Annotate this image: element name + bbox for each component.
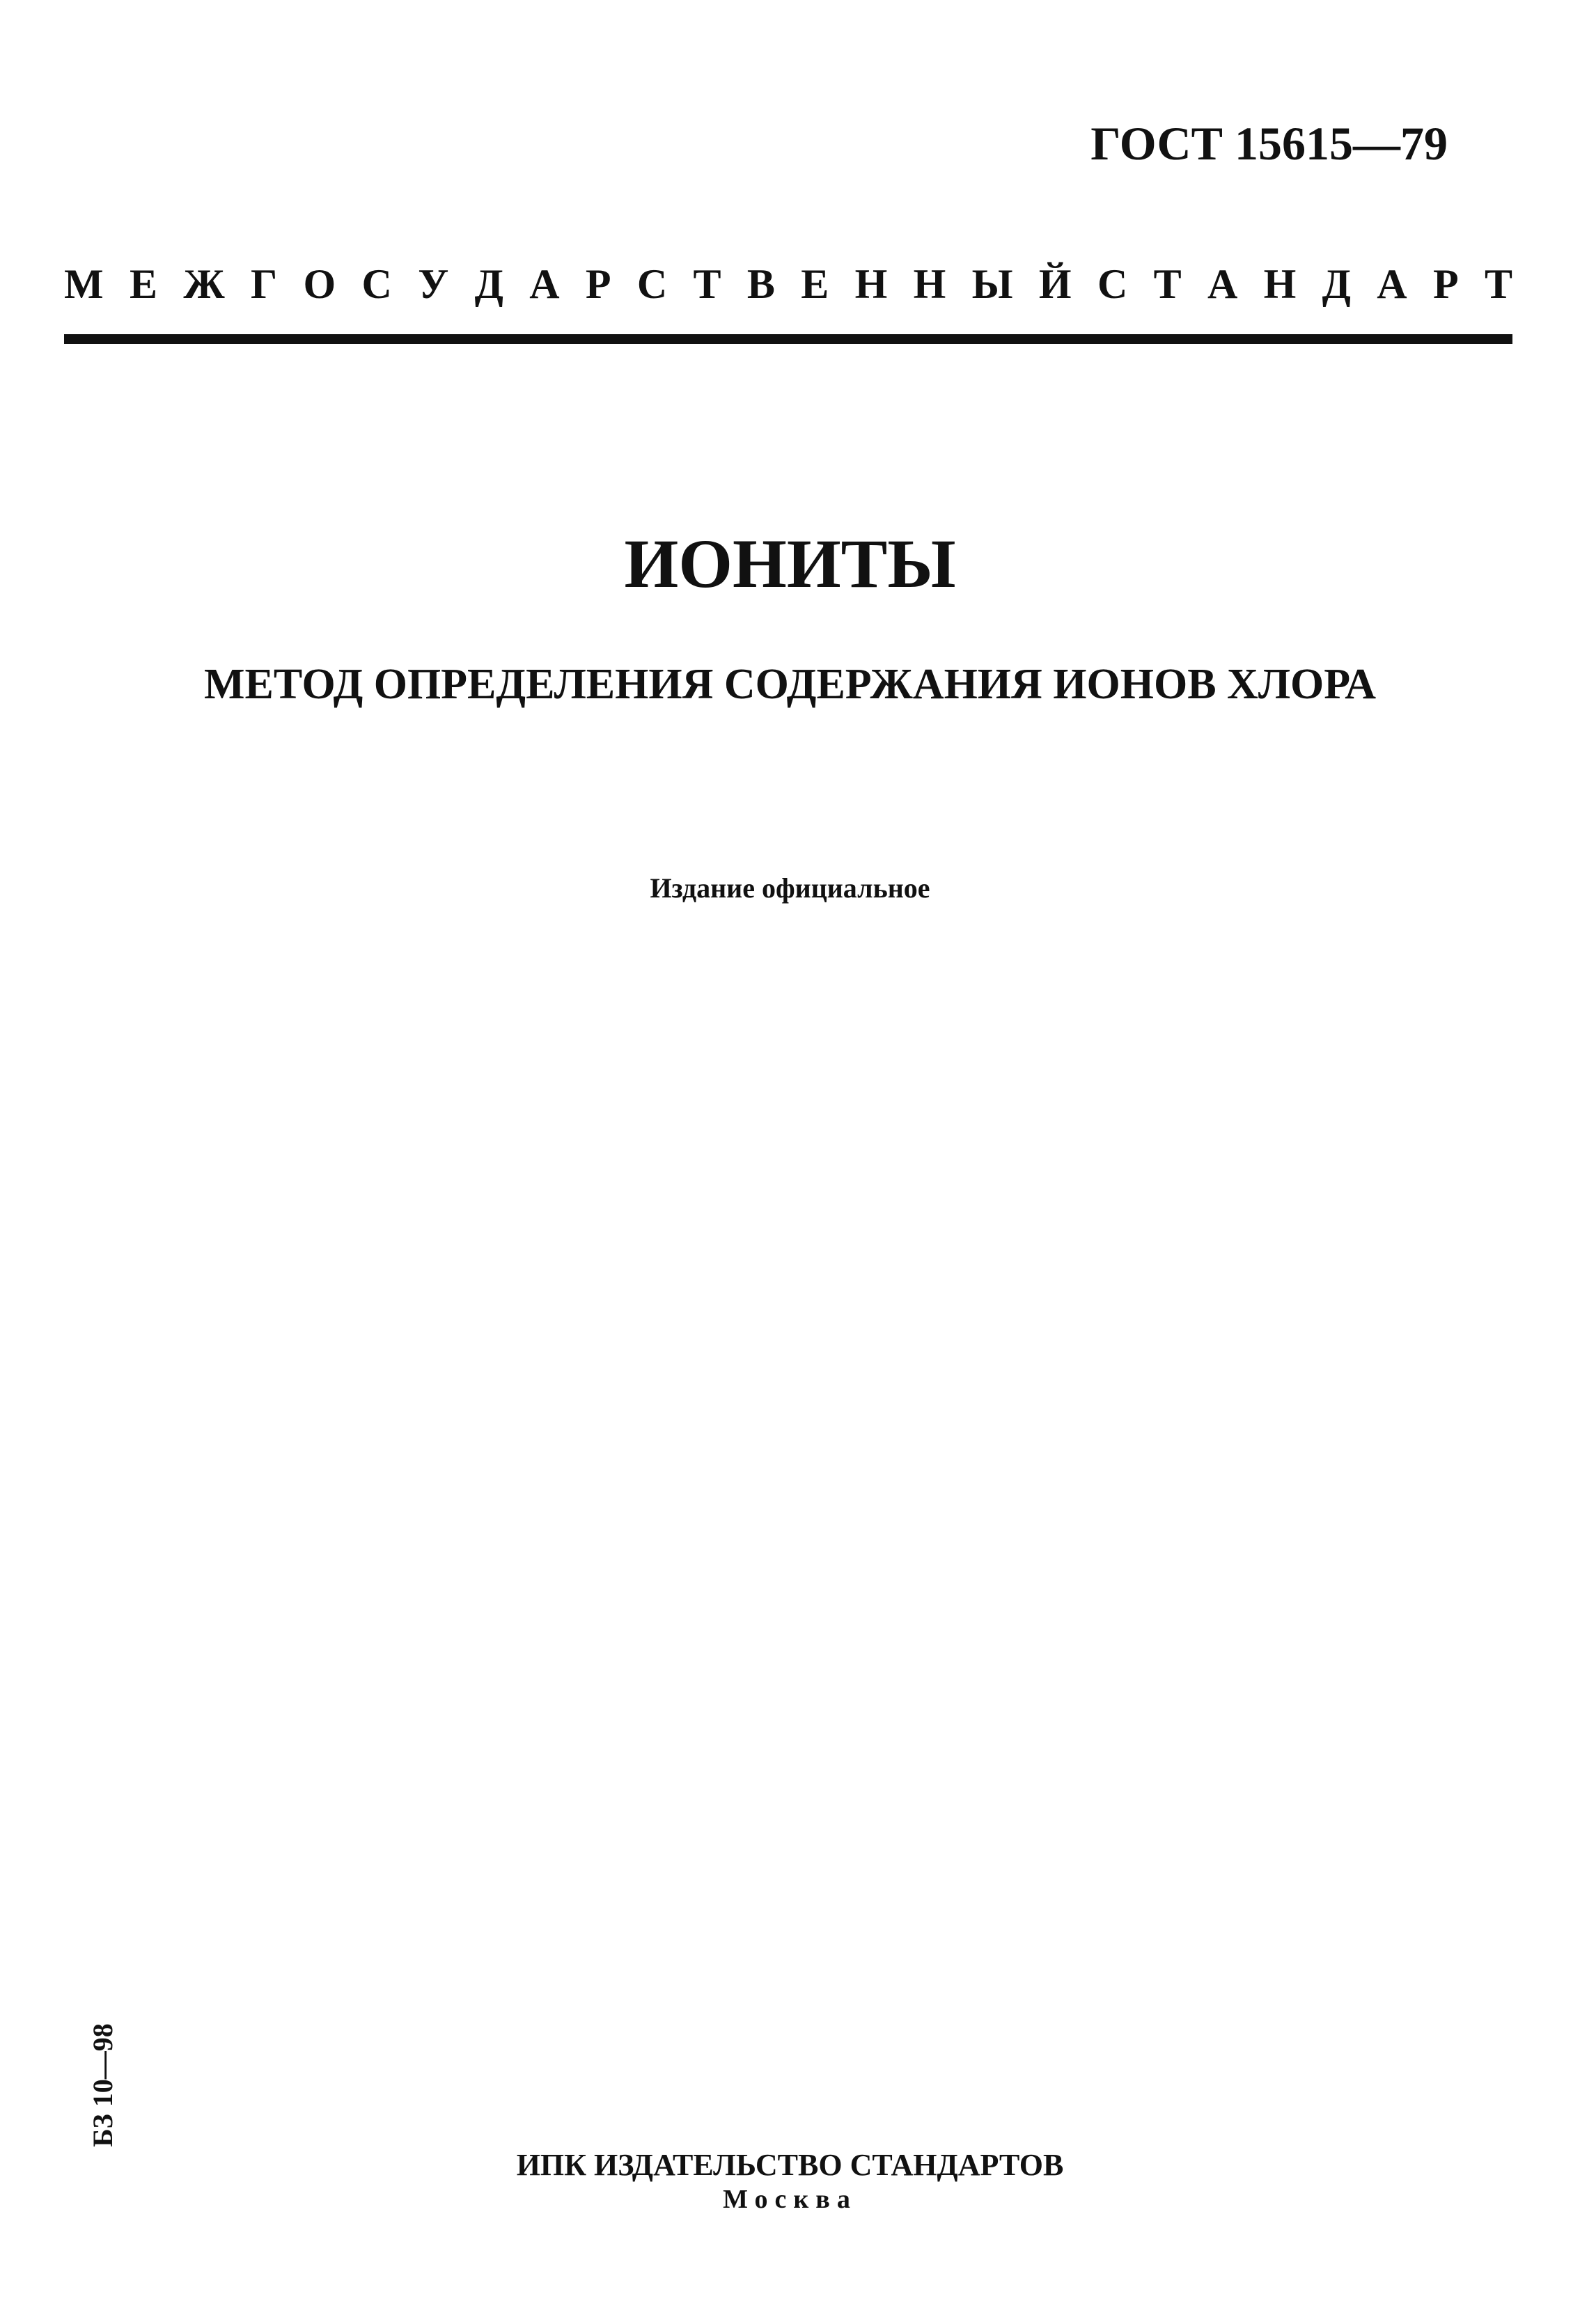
document-title: ИОНИТЫ — [624, 525, 956, 602]
document-subtitle: МЕТОД ОПРЕДЕЛЕНИЯ СОДЕРЖАНИЯ ИОНОВ ХЛОРА — [204, 661, 1376, 708]
publisher-city: Москва — [723, 2185, 857, 2214]
side-code-text: БЗ 10—98 — [87, 2023, 118, 2147]
header-rule — [64, 334, 1512, 344]
gost-code: ГОСТ 15615—79 — [1090, 117, 1448, 170]
standard-header-word-2: С Т А Н Д А Р Т — [1097, 261, 1512, 307]
edition-note: Издание официальное — [650, 872, 930, 904]
standard-header — [64, 263, 1512, 305]
publisher-name: ИПК ИЗДАТЕЛЬСТВО СТАНДАРТОВ — [516, 2148, 1064, 2182]
side-code — [89, 2016, 117, 2155]
standard-header-word-1: М Е Ж Г О С У Д А Р С Т В Е Н Н Ы Й — [64, 261, 1072, 307]
